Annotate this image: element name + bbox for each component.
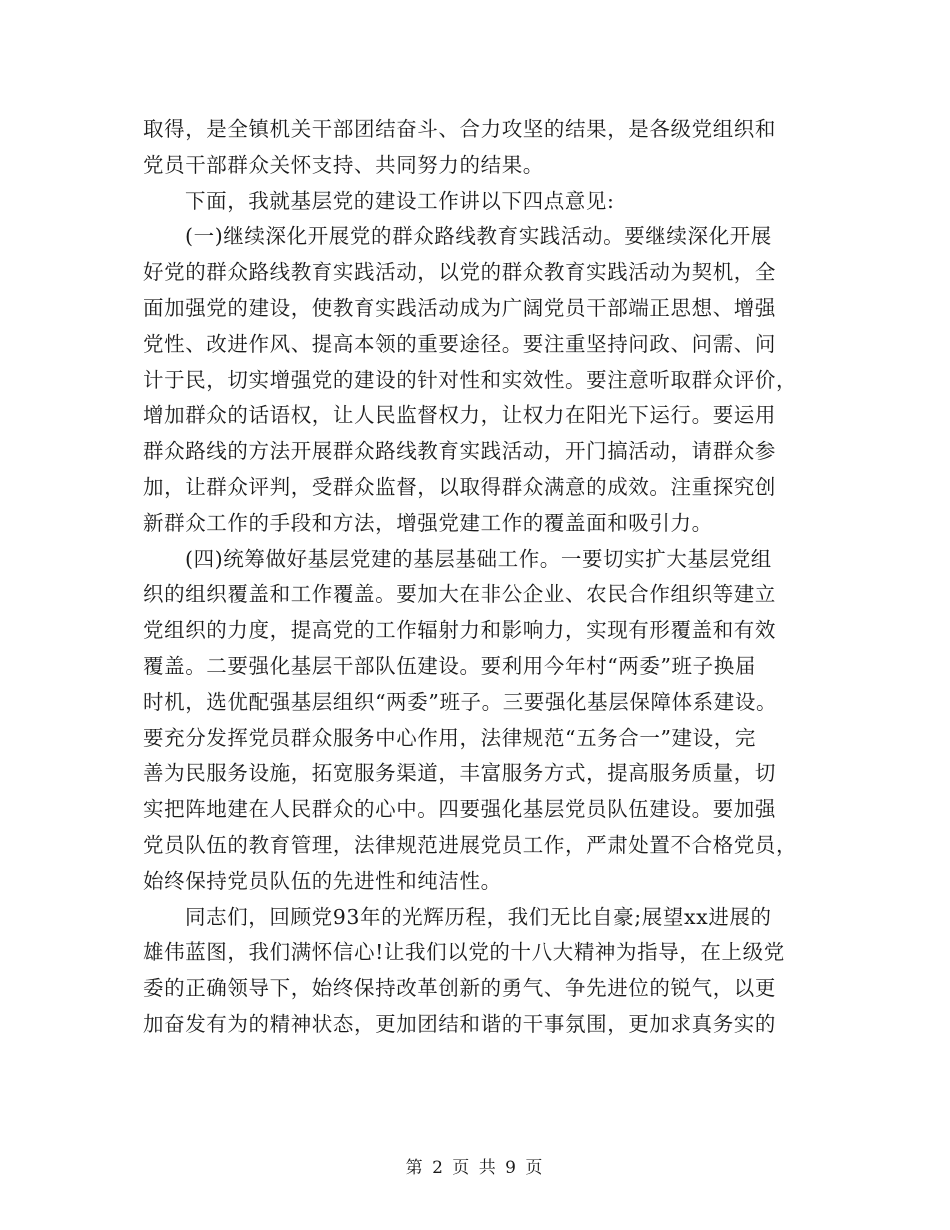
text-line: 新群众工作的手段和方法，增强党建工作的覆盖面和吸引力。	[143, 510, 713, 535]
text-line: 增加群众的话语权，让人民监督权力，让权力在阳光下运行。要运用	[143, 403, 776, 428]
text-line: 加奋发有为的精神状态，更加团结和谐的干事氛围，更加求真务实的	[143, 1011, 776, 1036]
text-line: 雄伟蓝图，我们满怀信心!让我们以党的十八大精神为指导，在上级党	[143, 940, 785, 965]
page-number-footer: 第 2 页 共 9 页	[405, 1158, 545, 1178]
text-line: 取得，是全镇机关干部团结奋斗、合力攻坚的结果，是各级党组织和	[143, 117, 776, 141]
paragraph-first-line: (四)统筹做好基层党建的基层基础工作。一要切实扩大基层党组	[185, 546, 772, 571]
text-line: 要充分发挥党员群众服务中心作用，法律规范“五务合一”建设，完	[143, 725, 756, 750]
text-line: 覆盖。二要强化基层干部队伍建设。要利用今年村“两委”班子换届	[143, 653, 756, 678]
paragraph-first-line: 下面，我就基层党的建设工作讲以下四点意见:	[185, 188, 615, 213]
text-line: 群众路线的方法开展群众路线教育实践活动，开门搞活动，请群众参	[143, 439, 776, 464]
paragraph-first-line: (一)继续深化开展党的群众路线教育实践活动。要继续深化开展	[185, 224, 772, 249]
text-line: 善为民服务设施，拓宽服务渠道，丰富服务方式，提高服务质量，切	[143, 761, 776, 786]
text-line: 党员干部群众关怀支持、共同努力的结果。	[143, 152, 544, 177]
text-line: 计于民，切实增强党的建设的针对性和实效性。要注意听取群众评价，	[143, 367, 798, 392]
text-line: 好党的群众路线教育实践活动，以党的群众教育实践活动为契机，全	[143, 260, 776, 285]
text-line: 加，让群众评判，受群众监督，以取得群众满意的成效。注重探究创	[143, 474, 776, 499]
text-line: 委的正确领导下，始终保持改革创新的勇气、争先进位的锐气，以更	[143, 976, 776, 1001]
body-text	[143, 112, 807, 1043]
text-line: 面加强党的建设，使教育实践活动成为广阔党员干部端正思想、增强	[143, 295, 776, 320]
text-line: 时机，选优配强基层组织“两委”班子。三要强化基层保障体系建设。	[143, 689, 778, 714]
text-line: 始终保持党员队伍的先进性和纯洁性。	[143, 868, 502, 893]
text-line: 党性、改进作风、提高本领的重要途径。要注重坚持问政、问需、问	[143, 331, 776, 356]
text-line: 织的组织覆盖和工作覆盖。要加大在非公企业、农民合作组织等建立	[143, 582, 776, 607]
text-line: 党组织的力度，提高党的工作辐射力和影响力，实现有形覆盖和有效	[143, 618, 776, 643]
text-line: 实把阵地建在人民群众的心中。四要强化基层党员队伍建设。要加强	[143, 797, 776, 822]
paragraph-first-line: 同志们，回顾党93年的光辉历程，我们无比自豪;展望xx进展的	[185, 904, 772, 929]
text-line: 党员队伍的教育管理，法律规范进展党员工作，严肃处置不合格党员，	[143, 832, 798, 857]
